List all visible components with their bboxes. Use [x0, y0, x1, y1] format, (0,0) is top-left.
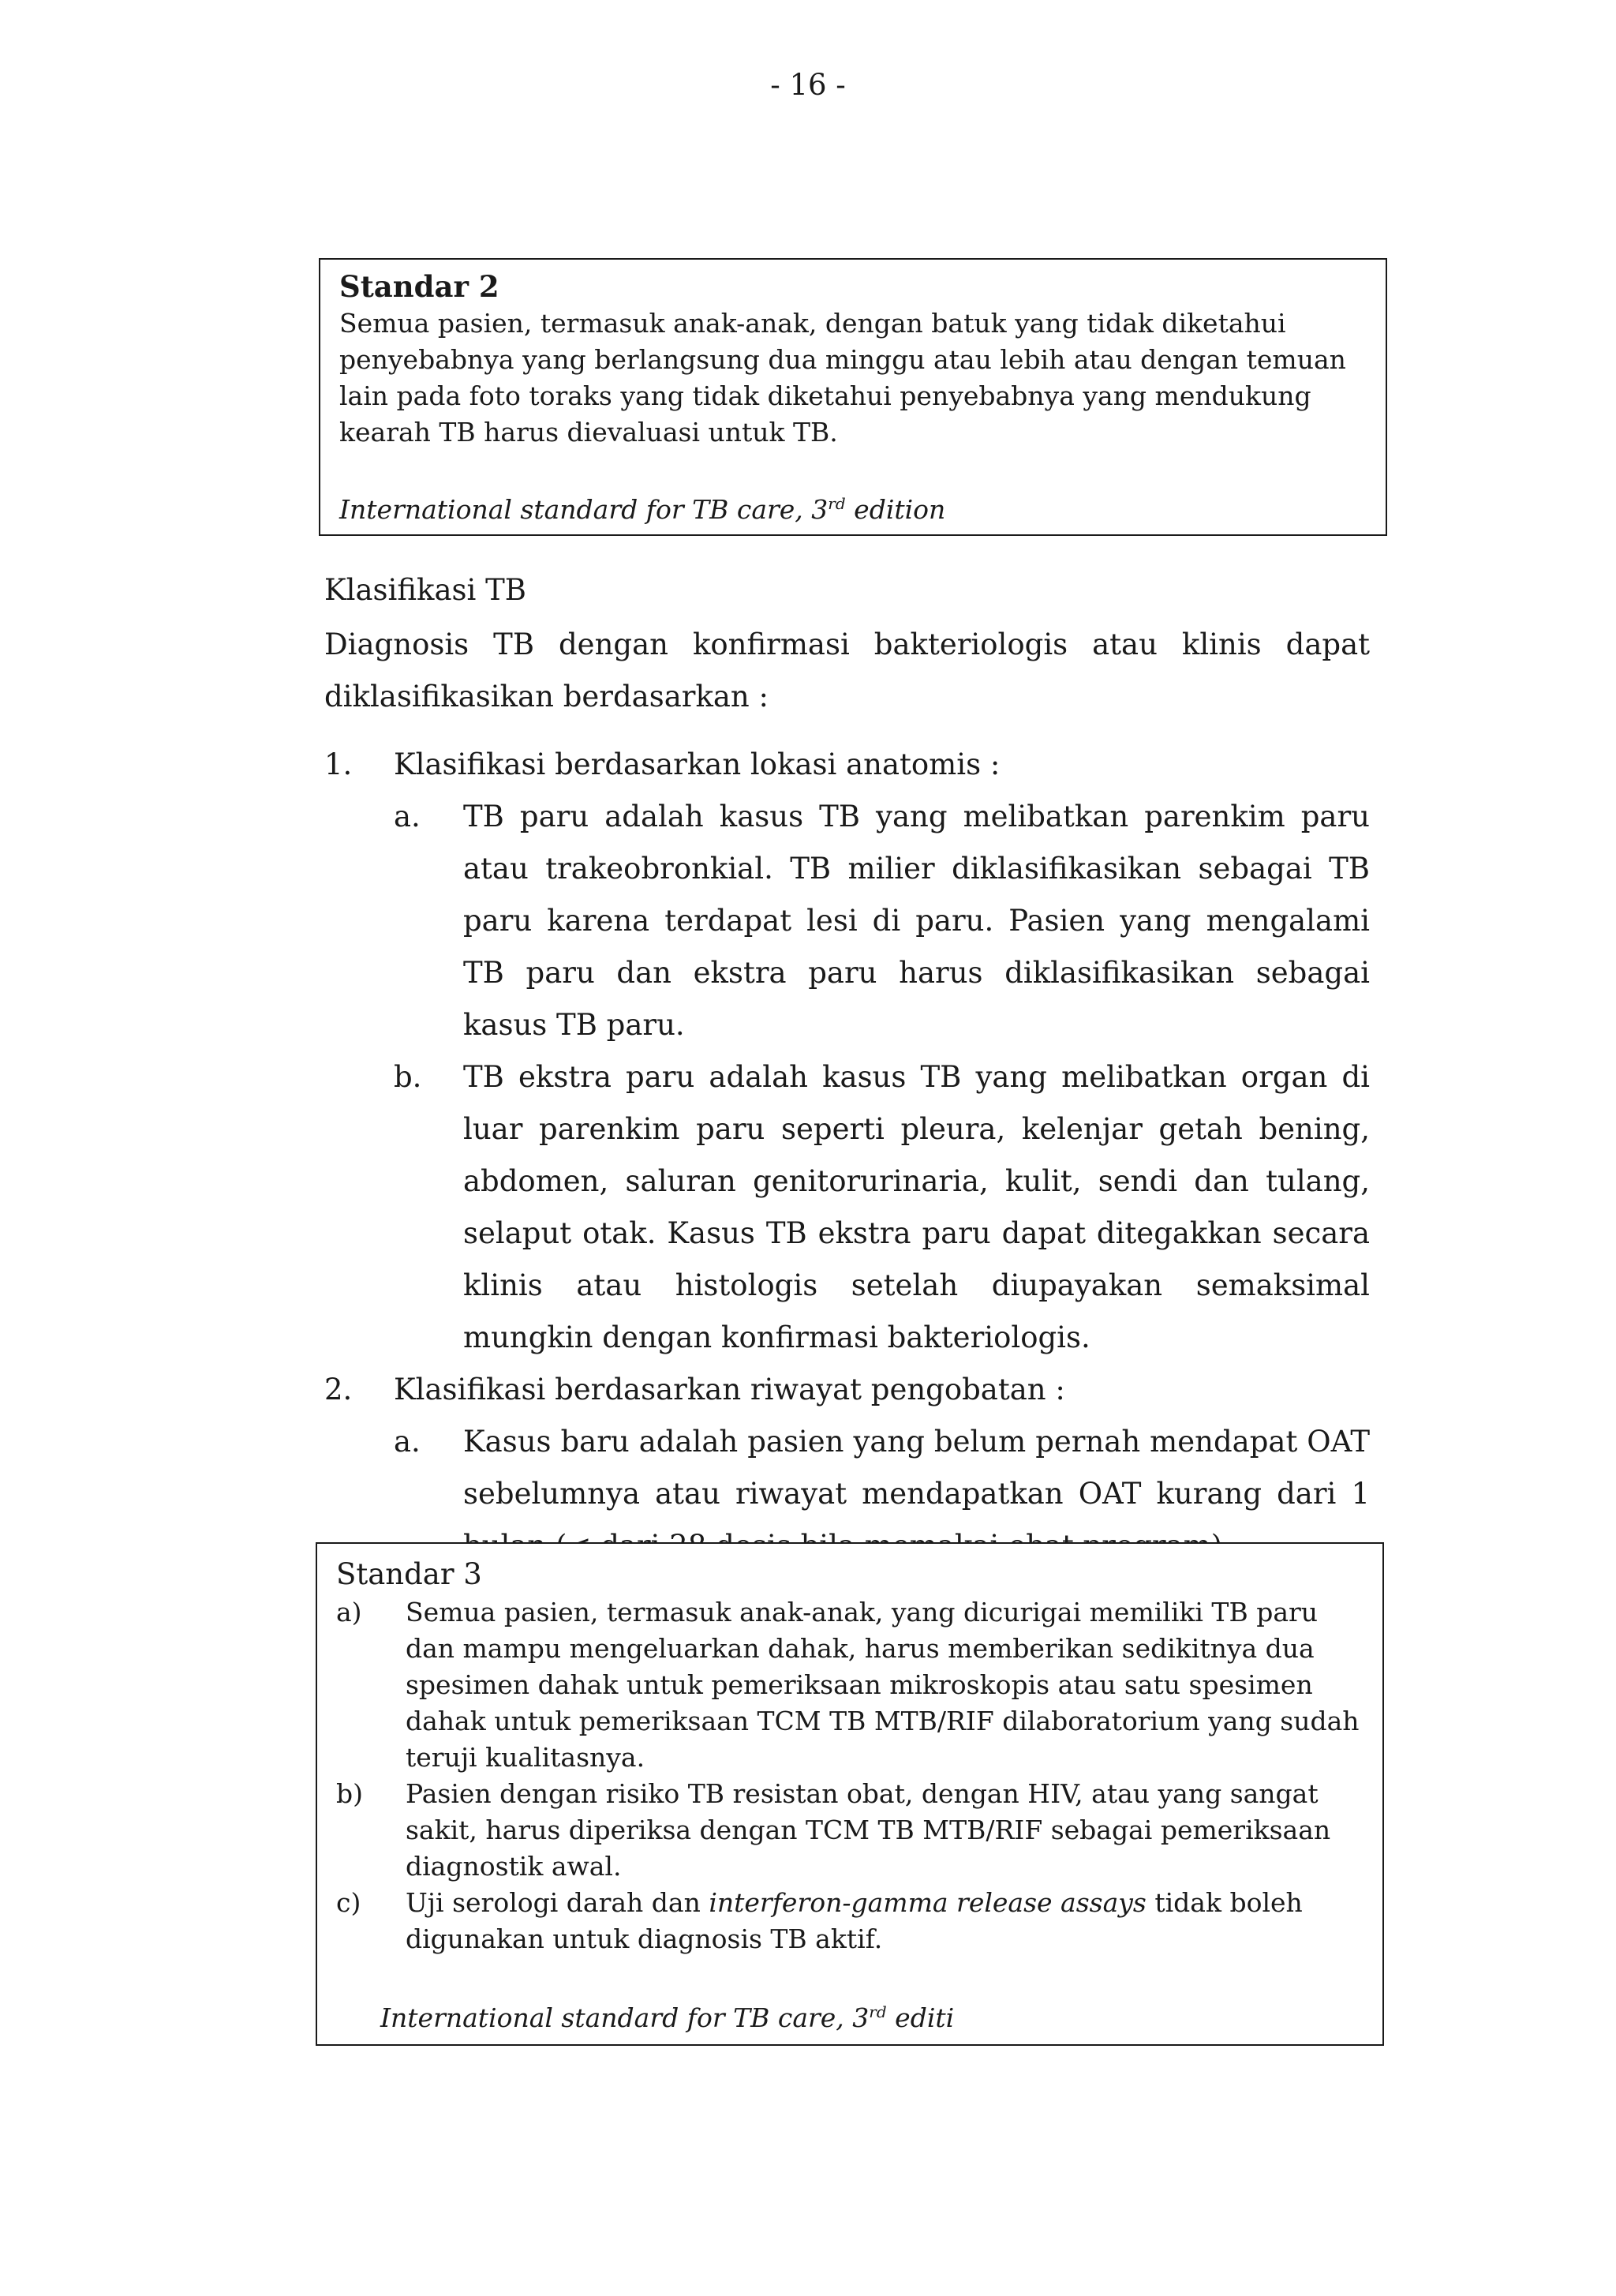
citation-text: International standard for TB care, 3: [380, 2002, 870, 2033]
citation-text: International standard for TB care, 3: [339, 494, 829, 525]
standard-3-title: Standar 3: [336, 1557, 482, 1591]
list-item-2: [324, 1364, 1370, 1416]
standard-2-line: kearah TB harus dievaluasi untuk TB.: [339, 417, 838, 448]
standard-3-box: [316, 1542, 1384, 2046]
item-marker: c): [336, 1887, 361, 1918]
citation-superscript: rd: [869, 2002, 887, 2021]
citation-text-end: edition: [845, 494, 946, 525]
item-text-italic: interferon-gamma release assays: [709, 1887, 1147, 1918]
sub-item-text: TB paru adalah kasus TB yang melibatkan parenkim paru atau trakeobronkial. TB milier diklasifikasikan sebagai TB paru karena terdapat lesi di paru. Pasien yang mengalami TB paru dan ekstra paru harus diklasifikasikan sebagai kasus TB paru.: [463, 800, 1370, 1042]
standard-3-citation: [380, 1994, 1364, 2036]
standard-2-box: [319, 258, 1387, 536]
item-text-start: Uji serologi darah dan: [406, 1887, 709, 1918]
standard-2-title: Standar 2: [339, 269, 499, 304]
citation-superscript: rd: [828, 494, 846, 513]
list-marker: 2.: [324, 1373, 353, 1406]
standard-2-line: Semua pasien, termasuk anak-anak, dengan batuk yang tidak diketahui: [339, 308, 1286, 339]
item-text-end: tidak boleh digunakan untuk diagnosis TB aktif.: [406, 1887, 1303, 1954]
list-item-text: Klasifikasi berdasarkan lokasi anatomis :: [394, 747, 1001, 781]
item-text: Semua pasien, termasuk anak-anak, yang dicurigai memiliki TB paru dan mampu mengeluarkan dahak, harus memberikan sedikitnya dua spesimen dahak untuk pemeriksaan mikroskopis atau satu spesimen dahak untuk pemeriksaan TCM TB MTB/RIF dilaboratorium yang sudah teruji kualitasnya.: [406, 1597, 1360, 1773]
sub-marker: b.: [394, 1060, 422, 1094]
standard-3-item-b: [336, 1776, 1364, 1885]
standard-2-line: lain pada foto toraks yang tidak diketahui penyebabnya yang mendukung: [339, 380, 1311, 411]
page-number: - 16 -: [770, 68, 846, 102]
list-marker: 1.: [324, 747, 353, 781]
sub-item-text: TB ekstra paru adalah kasus TB yang melibatkan organ di luar parenkim paru seperti pleura, kelenjar getah bening, abdomen, saluran genitorurinaria, kulit, sendi dan tulang, selaput otak. Kasus TB ekstra paru dapat ditegakkan secara klinis atau histologis setelah diupayakan semaksimal mungkin dengan konfirmasi bakteriologis.: [463, 1060, 1370, 1354]
standard-3-item-c: [336, 1885, 1364, 1957]
list-item-text: Klasifikasi berdasarkan riwayat pengobatan :: [394, 1373, 1065, 1406]
sub-item-1b: [394, 1051, 1370, 1364]
standard-2-citation: [339, 485, 1367, 528]
sub-item-1a: [394, 791, 1370, 1051]
list-item-1: [324, 739, 1370, 791]
citation-text-end: editi: [886, 2002, 955, 2033]
sub-item-text: Kasus baru adalah pasien yang belum pernah mendapat OAT sebelumnya atau riwayat mendapatkan OAT kurang dari 1: [463, 1425, 1370, 1511]
sub-marker: a.: [394, 1425, 421, 1459]
item-marker: b): [336, 1778, 363, 1809]
section-intro: Diagnosis TB dengan konfirmasi bakteriologis atau klinis dapat diklasifikasikan berdasarkan :: [324, 627, 1370, 714]
item-text: Pasien dengan risiko TB resistan obat, dengan HIV, atau yang sangat sakit, harus diperiksa dengan TCM TB MTB/RIF sebagai pemeriksaan diagnostik awal.: [406, 1778, 1331, 1882]
classification-section: [324, 568, 1370, 1572]
sub-marker: a.: [394, 800, 421, 833]
item-text: [406, 1885, 1364, 1957]
standard-3-item-a: [336, 1594, 1364, 1776]
standard-2-line: penyebabnya yang berlangsung dua minggu atau lebih atau dengan temuan: [339, 344, 1346, 375]
item-marker: a): [336, 1597, 362, 1627]
section-heading: Klasifikasi TB: [324, 573, 526, 607]
